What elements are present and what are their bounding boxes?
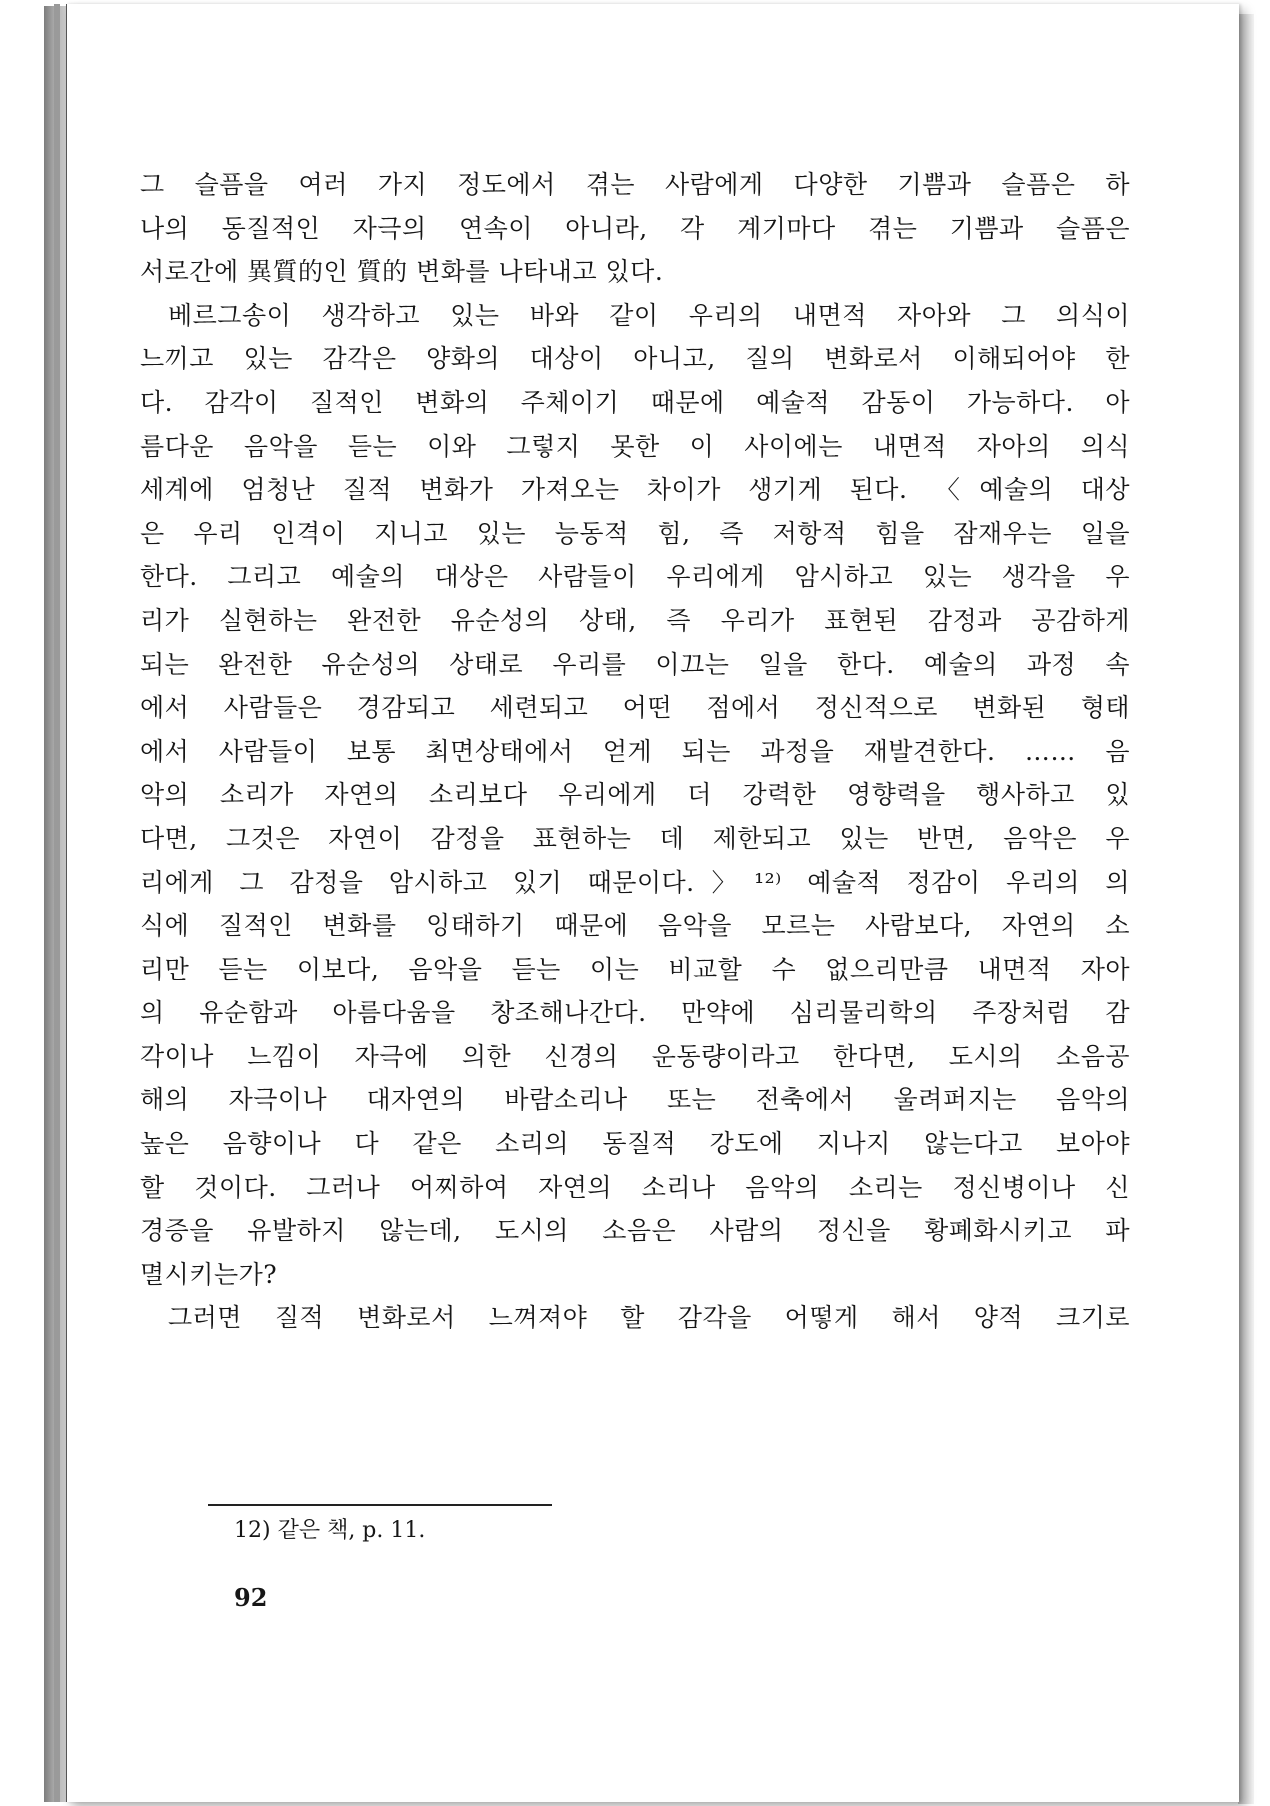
paragraph-start-line: 그러면 질적 변화로서 느껴져야 할 감각을 어떻게 해서 양적 크기로: [168, 1303, 1130, 1333]
text-line: 각이나 느낌이 자극에 의한 신경의 운동량이라고 한다면, 도시의 소음공: [140, 1041, 1130, 1071]
text-line: 리가 실현하는 완전한 유순성의 상태, 즉 우리가 표현된 감정과 공감하게: [140, 605, 1130, 635]
text-line: 름다운 음악을 듣는 이와 그렇지 못한 이 사이에는 내면적 자아의 의식: [140, 431, 1130, 461]
text-line: 의 유순함과 아름다움을 창조해나간다. 만약에 심리물리학의 주장처럼 감: [140, 998, 1130, 1028]
text-line: 높은 음향이나 다 같은 소리의 동질적 강도에 지나지 않는다고 보아야: [140, 1129, 1130, 1159]
body-text: [140, 163, 1130, 1340]
paragraph-start-line: 베르그송이 생각하고 있는 바와 같이 우리의 내면적 자아와 그 의식이: [168, 300, 1130, 330]
text-line: 세계에 엄청난 질적 변화가 가져오는 차이가 생기게 된다. 〈예술의 대상: [140, 475, 1130, 505]
text-line: 한다. 그리고 예술의 대상은 사람들이 우리에게 암시하고 있는 생각을 우: [140, 562, 1130, 592]
text-line: 서로간에 異質的인 質的 변화를 나타내고 있다.: [140, 257, 664, 287]
text-line: 악의 소리가 자연의 소리보다 우리에게 더 강력한 영향력을 행사하고 있: [140, 780, 1130, 810]
text-line: 되는 완전한 유순성의 상태로 우리를 이끄는 일을 한다. 예술의 과정 속: [140, 649, 1130, 679]
text-line: 느끼고 있는 감각은 양화의 대상이 아니고, 질의 변화로서 이해되어야 한: [140, 344, 1130, 374]
text-line: 해의 자극이나 대자연의 바람소리나 또는 전축에서 울려퍼지는 음악의: [140, 1085, 1130, 1115]
text-line: 경증을 유발하지 않는데, 도시의 소음은 사람의 정신을 황폐화시키고 파: [140, 1216, 1130, 1246]
text-line: 은 우리 인격이 지니고 있는 능동적 힘, 즉 저항적 힘을 잠재우는 일을: [140, 518, 1130, 548]
spine-shadow: [54, 4, 60, 1802]
text-line: 다. 감각이 질적인 변화의 주체이기 때문에 예술적 감동이 가능하다. 아: [140, 387, 1130, 417]
text-line: 식에 질적인 변화를 잉태하기 때문에 음악을 모르는 사람보다, 자연의 소: [140, 911, 1130, 941]
text-line: 리만 듣는 이보다, 음악을 듣는 이는 비교할 수 없으리만큼 내면적 자아: [140, 954, 1130, 984]
text-line: 리에게 그 감정을 암시하고 있기 때문이다.〉¹²⁾ 예술적 정감이 우리의 의: [140, 867, 1130, 897]
page-shadow: [1238, 14, 1254, 1804]
text-line: 그 슬픔을 여러 가지 정도에서 겪는 사람에게 다양한 기쁨과 슬픔은 하: [140, 170, 1130, 199]
text-line: 할 것이다. 그러나 어찌하여 자연의 소리나 음악의 소리는 정신병이나 신: [140, 1172, 1130, 1202]
footnote: 12) 같은 책, p. 11.: [234, 1518, 426, 1543]
footnote-divider: [208, 1504, 552, 1506]
text-line: 멸시키는가?: [140, 1259, 278, 1289]
text-line: 나의 동질적인 자극의 연속이 아니라, 각 계기마다 겪는 기쁨과 슬픔은: [140, 213, 1130, 243]
text-line: 에서 사람들은 경감되고 세련되고 어떤 점에서 정신적으로 변화된 형태: [140, 693, 1130, 723]
text-line: 다면, 그것은 자연이 감정을 표현하는 데 제한되고 있는 반면, 음악은 우: [140, 823, 1130, 853]
text-line: 에서 사람들이 보통 최면상태에서 얻게 되는 과정을 재발견한다. …… 음: [140, 736, 1130, 766]
page-number: 92: [234, 1583, 268, 1612]
